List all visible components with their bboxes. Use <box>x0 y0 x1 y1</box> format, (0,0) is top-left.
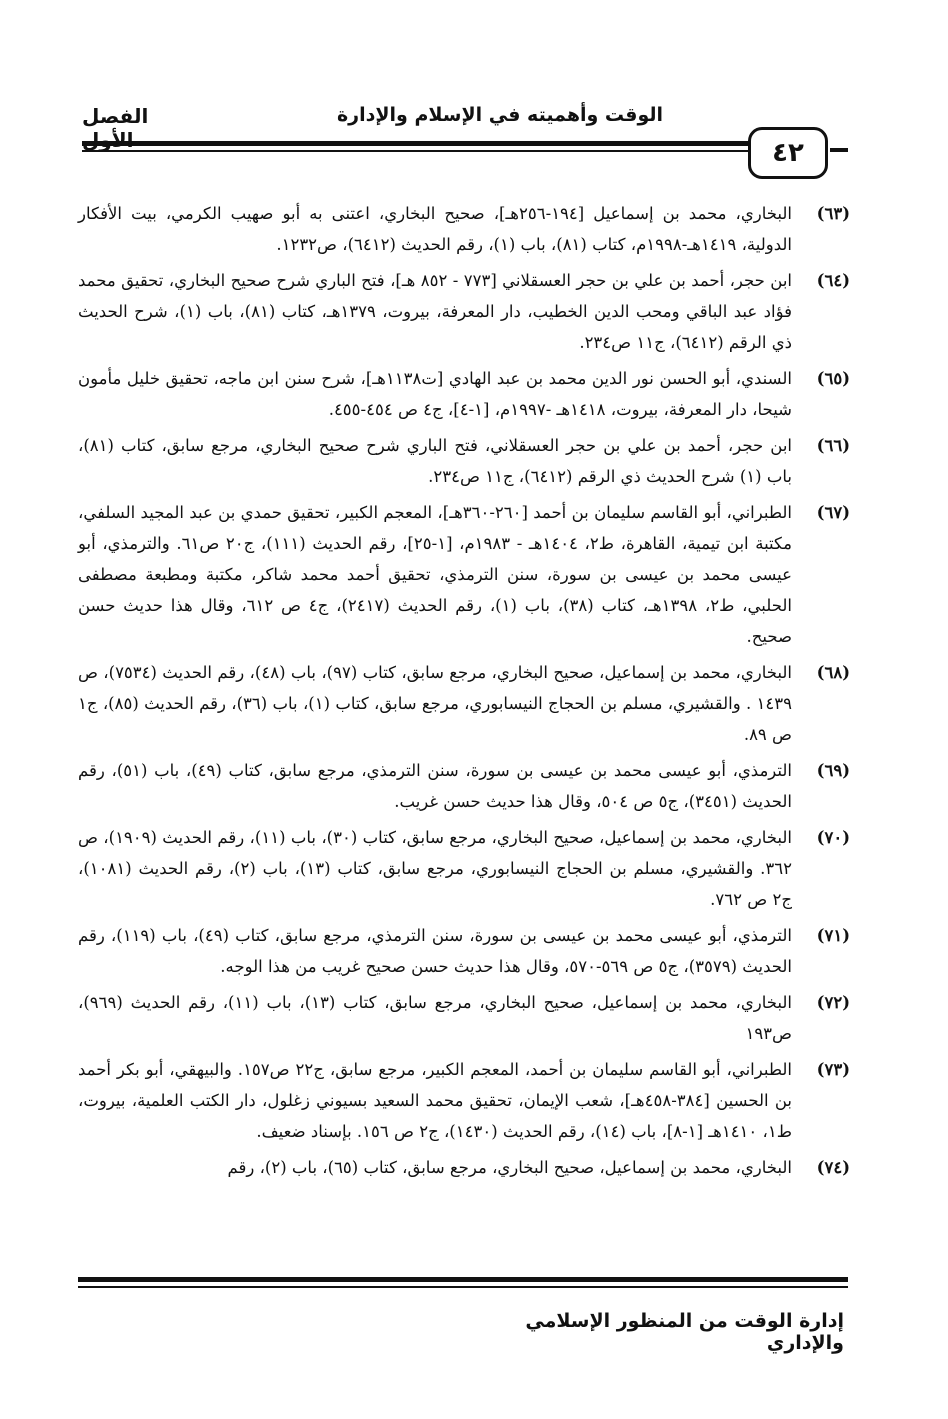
footnote-text: البخاري، محمد بن إسماعيل [١٩٤-٢٥٦هـ]، صحيح البخاري، اعتنى به أبو صهيب الكرمي، بيت الأفكار الدولية، ١٤١٩هـ-١٩٩٨م، كتاب (٨١)، باب (١)، رقم الحديث (٦٤١٢)، ص١٢٣٢. <box>78 204 792 254</box>
footnote-number: (٦٣) <box>816 204 850 223</box>
footnote-number: (٧٠) <box>816 828 850 847</box>
footnote-68 <box>78 657 850 750</box>
footnote-text: البخاري، محمد بن إسماعيل، صحيح البخاري، مرجع سابق، كتاب (٩٧)، باب (٤٨)، رقم الحديث (٧٥٣٤)، ص ١٤٣٩ . والقشيري، مسلم بن الحجاج النيسابوري، مرجع سابق، كتاب (١)، باب (٣٦)، رقم الحديث (٨٥)، ج١ ص ٨٩. <box>78 663 792 744</box>
book-title-footer: إدارة الوقت من المنظور الإسلامي والإداري <box>525 1310 844 1354</box>
footnote-67 <box>78 497 850 652</box>
footnote-number: (٧٣) <box>816 1060 850 1079</box>
footnote-69 <box>78 755 850 817</box>
footnote-70 <box>78 822 850 915</box>
footnote-text: الترمذي، أبو عيسى محمد بن عيسى بن سورة، سنن الترمذي، مرجع سابق، كتاب (٤٩)، باب (٥١)، رقم الحديث (٣٤٥١)، ج٥ ص ٥٠٤، وقال هذا حديث حسن غريب. <box>78 761 793 811</box>
footnote-66 <box>78 430 850 492</box>
chapter-title: الفصل الأول <box>82 104 149 152</box>
footer-rule <box>78 1277 848 1282</box>
footnote-number: (٦٥) <box>816 369 850 388</box>
footnote-64 <box>78 265 850 358</box>
footnotes-list <box>78 198 850 1188</box>
footnote-text: البخاري، محمد بن إسماعيل، صحيح البخاري، مرجع سابق، كتاب (١٣)، باب (١١)، رقم الحديث (٩٦٩)، ص١٩٣ <box>78 993 792 1043</box>
footnote-text: البخاري، محمد بن إسماعيل، صحيح البخاري، مرجع سابق، كتاب (٦٥)، باب (٢)، رقم <box>227 1158 792 1177</box>
footnote-number: (٦٤) <box>816 271 850 290</box>
footnote-71 <box>78 920 850 982</box>
footnote-text: الطبراني، أبو القاسم سليمان بن أحمد، المعجم الكبير، مرجع سابق، ج٢٢ ص١٥٧. والبيهقي، أبو بكر أحمد بن الحسين [٣٨٤-٤٥٨هـ]، شعب الإيمان، تحقيق محمد السعيد بسيوني زغلول، دار الكتب العلمية، بيروت، ط١، ١٤١٠هـ [١-٨]، باب (١٤)، رقم الحديث (١٤٣٠)، ج٢ ص ١٥٦. بإسناد ضعيف. <box>78 1060 792 1141</box>
running-header-title: الوقت وأهميته في الإسلام والإدارة <box>336 104 664 126</box>
footnote-number: (٦٧) <box>816 503 850 522</box>
footnote-number: (٧٢) <box>816 993 850 1012</box>
footnote-number: (٧١) <box>816 926 850 945</box>
footnote-number: (٦٦) <box>816 436 850 455</box>
footnote-number: (٦٩) <box>816 761 850 780</box>
page-number: ٤٢ <box>748 127 828 179</box>
footnote-text: ابن حجر، أحمد بن علي بن حجر العسقلاني، فتح الباري شرح صحيح البخاري، مرجع سابق، كتاب (٨١)، باب (١) شرح الحديث ذي الرقم (٦٤١٢)، ج١١ ص٢٣٤. <box>78 436 792 486</box>
footnote-text: الترمذي، أبو عيسى محمد بن عيسى بن سورة، سنن الترمذي، مرجع سابق، كتاب (٤٩)، باب (١١٩)، رقم الحديث (٣٥٧٩)، ج٥ ص ٥٦٩-٥٧٠، وقال هذا حديث حسن صحيح غريب من هذا الوجه. <box>78 926 792 976</box>
footnote-65 <box>78 363 850 425</box>
page-number-connector <box>830 148 848 152</box>
footnote-text: السندي، أبو الحسن نور الدين محمد بن عبد الهادي [ت١١٣٨هـ]، شرح سنن ابن ماجه، تحقيق خليل مأمون شيحا، دار المعرفة، بيروت، ١٤١٨هـ -١٩٩٧م، [١-٤]، ج٤ ص ٤٥٤-٤٥٥. <box>78 369 792 419</box>
footnote-63 <box>78 198 850 260</box>
footer-rule-thin <box>78 1286 848 1288</box>
footnote-73 <box>78 1054 850 1147</box>
footnote-text: ابن حجر، أحمد بن علي بن حجر العسقلاني [٧٧٣ - ٨٥٢ هـ]، فتح الباري شرح صحيح البخاري، تحقيق محمد فؤاد عبد الباقي ومحب الدين الخطيب، دار المعرفة، بيروت، ١٣٧٩هـ، كتاب (٨١)، باب (١)، شرح الحديث ذي الرقم (٦٤١٢)، ج١١ ص٢٣٤. <box>78 271 793 352</box>
footnote-text: الطبراني، أبو القاسم سليمان بن أحمد [٢٦٠-٣٦٠هـ]، المعجم الكبير، تحقيق حمدي بن عبد المجيد السلفي، مكتبة ابن تيمية، القاهرة، ط٢، ١٤٠٤هـ - ١٩٨٣م، [١-٢٥]، رقم الحديث (١١١)، ج٢٠ ص٦١. والترمذي، أبو عيسى محمد بن عيسى بن سورة، سنن الترمذي، تحقيق أحمد محمد شاكر، مكتبة ومطبعة مصطفى الحلبي، ط٢، ١٣٩٨هـ، كتاب (٣٨)، باب (١)، رقم الحديث (٢٤١٧)، ج٤ ص ٦١٢، وقال هذا حديث حسن صحيح. <box>78 503 792 646</box>
footnote-74 <box>78 1152 850 1183</box>
footnote-number: (٧٤) <box>816 1158 850 1177</box>
footnote-72 <box>78 987 850 1049</box>
footnote-text: البخاري، محمد بن إسماعيل، صحيح البخاري، مرجع سابق، كتاب (٣٠)، باب (١١)، رقم الحديث (١٩٠٩)، ص ٣٦٢. والقشيري، مسلم بن الحجاج النيسابوري، مرجع سابق، كتاب (١٣)، باب (٢)، رقم الحديث (١٠٨١)، ج٢ ص ٧٦٢. <box>78 828 792 909</box>
footnote-number: (٦٨) <box>816 663 850 682</box>
